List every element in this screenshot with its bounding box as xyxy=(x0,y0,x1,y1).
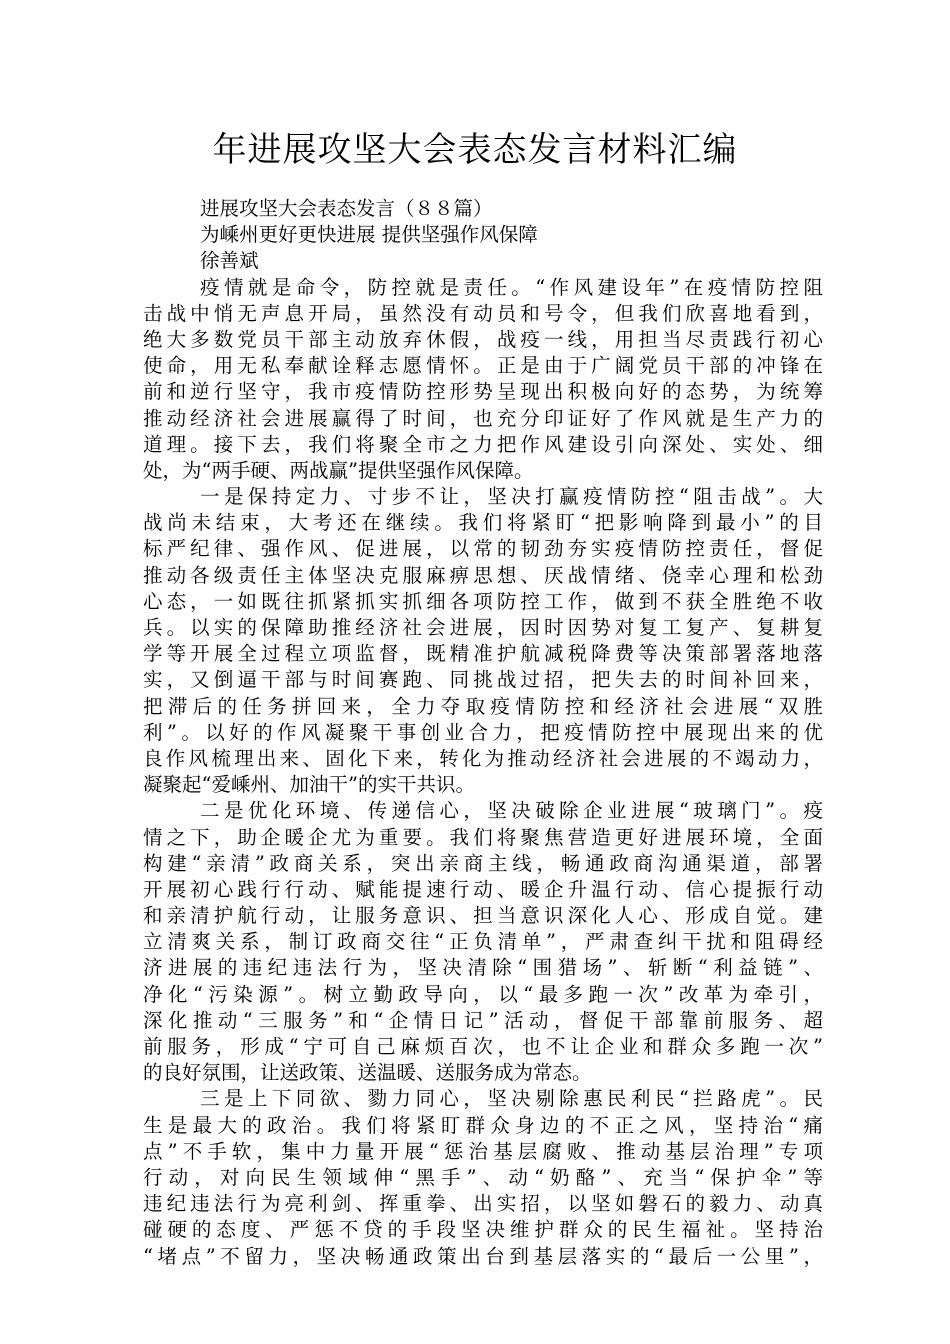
text-line: “堵点”不留力，坚决畅通政策出台到基层落实的“最后一公里”， xyxy=(143,1244,823,1268)
text-line: 标严纪律、强作风、促进展，以常的韧劲夯实疫情防控责任，督促 xyxy=(143,537,823,561)
text-line: 立清爽关系，制订政商交往“正负清单”，严肃查纠干扰和阻碍经 xyxy=(143,930,823,954)
text-line: 良作风梳理出来、固化下来，转化为推动经济社会进展的不竭动力， xyxy=(143,746,823,770)
text-line: 前和逆行坚守，我市疫情防控形势呈现出积极向好的态势，为统筹 xyxy=(143,380,823,404)
text-line: 深化推动“三服务”和“企情日记”活动，督促干部靠前服务、超 xyxy=(143,1008,823,1032)
text-line: 战尚未结束，大考还在继续。我们将紧盯“把影响降到最小”的目 xyxy=(143,511,823,535)
text-line: 开展初心践行行动、赋能提速行动、暖企升温行动、信心提振行动 xyxy=(143,877,823,901)
text-line: 使命，用无私奉献诠释志愿情怀。正是由于广阔党员干部的冲锋在 xyxy=(143,354,823,378)
text-line: 和亲清护航行动，让服务意识、担当意识深化人心、形成自觉。建 xyxy=(143,904,823,928)
text-line: 推动各级责任主体坚决克服麻痹思想、厌战情绪、侥幸心理和松劲 xyxy=(143,563,823,587)
text-line: 为嵊州更好更快进展 提供坚强作风保障 xyxy=(200,223,538,247)
text-line: 情之下，助企暖企尤为重要。我们将聚焦营造更好进展环境，全面 xyxy=(143,825,823,849)
text-line: 利”。以好的作风凝聚干事创业合力，把疫情防控中展现出来的优 xyxy=(143,720,823,744)
text-line: 把滞后的任务拼回来，全力夺取疫情防控和经济社会进展“双胜 xyxy=(143,694,823,718)
document-title: 年进展攻坚大会表态发言材料汇编 xyxy=(212,130,738,170)
text-line: 济进展的违纪违法行为，坚决清除“围猎场”、斩断“利益链”、 xyxy=(143,956,823,980)
text-line: 进展攻坚大会表态发言（８８篇） xyxy=(200,197,493,220)
text-line: 兵。以实的保障助推经济社会进展，因时因势对复工复产、复耕复 xyxy=(143,616,823,639)
text-line: 碰硬的态度、严惩不贷的手段坚决维护群众的民生福祉。坚持治 xyxy=(143,1218,823,1242)
text-line: 的良好氛围，让送政策、送温暖、送服务成为常态。 xyxy=(143,1061,592,1085)
text-line: 三是上下同欲、勠力同心，坚决剔除惠民利民“拦路虎”。民 xyxy=(200,1087,823,1111)
text-line: 击战中悄无声息开局，虽然没有动员和号令，但我们欣喜地看到， xyxy=(143,301,823,325)
text-line: 构建“亲清”政商关系，突出亲商主线，畅通政商沟通渠道，部署 xyxy=(143,851,823,875)
text-line: 学等开展全过程立项监督，既精准护航减税降费等决策部署落地落 xyxy=(143,642,823,666)
text-line: 徐善斌 xyxy=(200,249,259,273)
text-line: 疫情就是命令，防控就是责任。“作风建设年”在疫情防控阻 xyxy=(200,275,823,299)
text-line: 二是优化环境、传递信心，坚决破除企业进展“玻璃门”。疫 xyxy=(200,799,823,823)
text-line: 处，为“两手硬、两战赢”提供坚强作风保障。 xyxy=(143,458,534,482)
document-body xyxy=(143,196,823,1270)
text-line: 推动经济社会进展赢得了时间，也充分印证好了作风就是生产力的 xyxy=(143,406,823,430)
text-line: 凝聚起“爱嵊州、加油干”的实干共识。 xyxy=(143,773,475,797)
text-line: 净化“污染源”。树立勤政导向，以“最多跑一次”改革为牵引， xyxy=(143,982,823,1006)
text-line: 一是保持定力、寸步不让，坚决打赢疫情防控“阻击战”。大 xyxy=(200,485,823,509)
text-line: 道理。接下去，我们将聚全市之力把作风建设引向深处、实处、细 xyxy=(143,432,823,456)
text-line: 实，又倒逼干部与时间赛跑、同挑战过招，把失去的时间补回来， xyxy=(143,668,823,692)
text-line: 行动，对向民生领域伸“黑手”、动“奶酪”、充当“保护伞”等 xyxy=(143,1165,823,1189)
text-line: 点”不手软，集中力量开展“惩治基层腐败、推动基层治理”专项 xyxy=(143,1139,823,1163)
text-line: 绝大多数党员干部主动放弃休假，战疫一线，用担当尽责践行初心 xyxy=(143,327,823,351)
text-line: 心态，一如既往抓紧抓实抓细各项防控工作，做到不获全胜绝不收 xyxy=(143,589,823,613)
text-line: 违纪违法行为亮利剑、挥重拳、出实招，以坚如磐石的毅力、动真 xyxy=(143,1192,823,1216)
text-line: 生是最大的政治。我们将紧盯群众身边的不正之风，坚持治“痛 xyxy=(143,1113,823,1137)
text-line: 前服务，形成“宁可自己麻烦百次，也不让企业和群众多跑一次” xyxy=(143,1035,823,1058)
